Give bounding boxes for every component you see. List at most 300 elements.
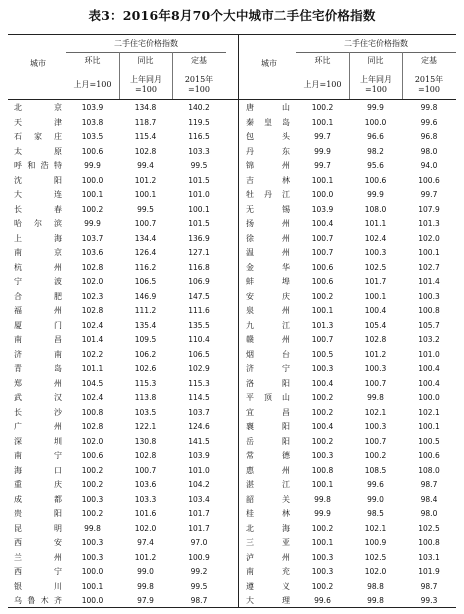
- city-name: 宁 波: [14, 277, 62, 286]
- base-value: 100.1: [418, 248, 440, 257]
- yoy-value: 100.7: [134, 219, 157, 228]
- city-name: 济 宁: [246, 364, 290, 373]
- yoy-header-right: 同比: [367, 56, 384, 65]
- yoy-value: 96.6: [367, 132, 384, 141]
- mom-value: 100.0: [311, 190, 334, 199]
- city-name: 南 京: [14, 248, 62, 257]
- base-value: 116.5: [188, 132, 210, 141]
- base-value: 106.5: [188, 349, 210, 359]
- base-value: 105.7: [418, 320, 440, 330]
- yoy-value: 108.5: [364, 465, 387, 475]
- yoy-value: 118.7: [134, 117, 157, 127]
- base-value: 115.3: [188, 378, 210, 388]
- base-value: 99.7: [420, 190, 438, 199]
- mom-value: 102.0: [81, 436, 104, 446]
- base-value: 103.7: [188, 407, 210, 417]
- city-name: 合 肥: [14, 291, 62, 301]
- base-sub-left: 2015年=100: [184, 75, 214, 94]
- yoy-value: 101.7: [364, 277, 387, 286]
- base-value: 96.8: [420, 132, 438, 141]
- base-value: 99.3: [420, 596, 438, 605]
- mom-value: 102.2: [81, 349, 104, 359]
- base-value: 100.9: [188, 552, 210, 562]
- yoy-value: 101.2: [134, 175, 157, 185]
- city-name: 郑 州: [14, 378, 62, 388]
- base-value: 103.1: [418, 552, 440, 562]
- yoy-value: 102.0: [134, 523, 157, 533]
- mom-value: 100.7: [311, 335, 334, 344]
- city-name: 金 华: [246, 262, 290, 272]
- mom-value: 100.3: [311, 567, 334, 576]
- base-header-right: 定基: [421, 56, 437, 65]
- mom-value: 100.2: [311, 581, 334, 591]
- yoy-value: 126.4: [134, 248, 157, 257]
- base-value: 98.7: [420, 581, 438, 591]
- mom-sub-right: 上月=100: [303, 80, 342, 89]
- base-value: 101.3: [418, 219, 440, 228]
- mom-value: 100.3: [311, 552, 334, 562]
- mom-value: 100.3: [81, 538, 104, 547]
- base-value: 100.3: [418, 291, 440, 301]
- yoy-value: 134.4: [134, 233, 157, 243]
- yoy-value: 101.2: [134, 552, 157, 562]
- mom-value: 100.1: [81, 190, 104, 199]
- yoy-value: 100.2: [364, 451, 387, 460]
- city-name: 石家庄: [14, 132, 62, 141]
- yoy-value: 97.4: [137, 538, 154, 547]
- mom-value: 100.3: [81, 494, 104, 504]
- yoy-value: 102.4: [364, 233, 387, 243]
- yoy-value: 99.9: [367, 103, 384, 112]
- yoy-value: 99.6: [367, 480, 384, 489]
- yoy-value: 105.4: [364, 320, 387, 330]
- base-value: 107.9: [418, 204, 440, 214]
- city-name: 平顶山: [246, 393, 290, 402]
- mom-header-left: 环比: [84, 56, 101, 65]
- city-name: 南 充: [246, 567, 290, 576]
- city-name: 惠 州: [246, 465, 290, 475]
- city-name: 大 连: [14, 190, 62, 199]
- base-header-left: 定基: [191, 56, 207, 65]
- yoy-sub-left: 上年同月=100: [130, 75, 162, 94]
- base-value: 98.0: [420, 509, 438, 518]
- base-value: 100.1: [188, 204, 210, 214]
- city-name: 泉 州: [246, 306, 290, 315]
- yoy-value: 103.6: [134, 480, 157, 489]
- base-value: 100.4: [418, 364, 440, 373]
- city-name: 北 海: [246, 523, 290, 533]
- yoy-value: 109.5: [134, 335, 157, 344]
- base-value: 124.6: [188, 422, 210, 431]
- base-value: 100.8: [418, 538, 440, 547]
- mom-value: 100.6: [81, 146, 104, 156]
- yoy-value: 99.8: [137, 581, 154, 591]
- city-name: 海 口: [14, 465, 62, 475]
- city-name: 宜 昌: [246, 407, 290, 417]
- mom-value: 102.0: [81, 277, 104, 286]
- base-value: 100.8: [418, 306, 440, 315]
- header-rule-left: [66, 52, 226, 53]
- yoy-value: 115.3: [134, 378, 157, 388]
- city-name: 牡丹江: [246, 190, 290, 199]
- header-bottom-rule: [8, 99, 456, 100]
- city-name: 秦皇岛: [246, 117, 290, 127]
- yoy-value: 108.0: [364, 204, 387, 214]
- yoy-value: 103.3: [134, 494, 157, 504]
- city-name: 岳 阳: [246, 436, 290, 446]
- base-value: 102.7: [418, 262, 440, 272]
- base-value: 102.1: [418, 407, 440, 417]
- mom-value: 100.6: [311, 277, 334, 286]
- mom-value: 100.4: [311, 378, 334, 388]
- city-name: 烟 台: [246, 349, 290, 359]
- mom-value: 100.5: [311, 349, 334, 359]
- base-value: 101.0: [188, 465, 210, 475]
- base-value: 102.5: [418, 523, 440, 533]
- yoy-value: 100.6: [364, 175, 387, 185]
- mom-value: 99.7: [314, 132, 331, 141]
- mom-value: 99.7: [314, 161, 331, 170]
- mom-value: 100.0: [81, 596, 104, 605]
- city-name: 无 锡: [246, 204, 290, 214]
- city-name: 深 圳: [14, 436, 62, 446]
- base-value: 98.0: [420, 146, 438, 156]
- price-index-table: [8, 34, 456, 608]
- mom-value: 103.9: [311, 204, 334, 214]
- base-value: 136.9: [188, 233, 210, 243]
- city-name: 锦 州: [246, 161, 290, 170]
- mom-value: 100.8: [81, 407, 104, 417]
- base-value: 108.0: [418, 465, 440, 475]
- base-value: 101.0: [188, 190, 210, 199]
- yoy-value: 99.8: [367, 596, 384, 605]
- mom-value: 99.9: [84, 161, 101, 170]
- mom-value: 102.4: [81, 393, 104, 402]
- mom-value: 100.2: [81, 465, 104, 475]
- mom-value: 103.9: [81, 103, 104, 112]
- mom-sub-left: 上月=100: [73, 80, 112, 89]
- yoy-value: 113.8: [134, 393, 157, 402]
- base-value: 101.7: [188, 523, 210, 533]
- city-name: 遵 义: [246, 581, 290, 591]
- group-header-right: 二手住宅价格指数: [344, 39, 408, 48]
- base-value: 100.6: [418, 451, 440, 460]
- yoy-sub-right: 上年同月=100: [360, 75, 392, 94]
- base-value: 94.0: [420, 161, 438, 170]
- yoy-value: 102.8: [364, 335, 387, 344]
- city-name: 贵 阳: [14, 509, 62, 518]
- mom-value: 100.2: [81, 480, 104, 489]
- yoy-value: 135.4: [134, 320, 157, 330]
- city-name: 杭 州: [14, 262, 62, 272]
- city-name: 济 南: [14, 349, 62, 359]
- yoy-value: 100.7: [364, 378, 387, 388]
- yoy-value: 102.8: [134, 451, 157, 460]
- yoy-value: 100.7: [364, 436, 387, 446]
- city-name: 南 宁: [14, 451, 62, 460]
- city-name: 上 海: [14, 233, 62, 243]
- yoy-value: 99.4: [137, 161, 154, 170]
- mom-value: 102.4: [81, 320, 104, 330]
- city-name: 南 昌: [14, 335, 62, 344]
- mom-value: 100.8: [311, 465, 334, 475]
- yoy-value: 100.0: [364, 117, 387, 127]
- mom-value: 100.6: [311, 262, 334, 272]
- mom-value: 100.2: [311, 436, 334, 446]
- yoy-value: 100.3: [364, 248, 387, 257]
- base-value: 103.2: [418, 335, 440, 344]
- base-value: 100.5: [418, 436, 440, 446]
- city-name: 武 汉: [14, 393, 62, 402]
- yoy-value: 99.0: [137, 567, 154, 576]
- base-value: 103.3: [188, 146, 210, 156]
- mom-value: 100.3: [311, 451, 334, 460]
- city-name: 哈尔滨: [14, 219, 62, 228]
- base-value: 114.5: [188, 393, 210, 402]
- yoy-value: 100.3: [364, 364, 387, 373]
- mom-value: 100.1: [311, 306, 334, 315]
- base-value: 116.8: [188, 262, 210, 272]
- yoy-value: 99.0: [367, 494, 384, 504]
- city-name: 桂 林: [246, 509, 290, 518]
- base-value: 102.0: [418, 233, 440, 243]
- mom-value: 100.2: [311, 291, 334, 301]
- city-name: 长 春: [14, 204, 62, 214]
- mom-value: 100.1: [311, 480, 334, 489]
- base-value: 102.9: [188, 364, 210, 373]
- mom-value: 102.8: [81, 262, 104, 272]
- city-name: 安 庆: [246, 291, 290, 301]
- yoy-value: 102.6: [134, 364, 157, 373]
- mom-value: 103.6: [81, 248, 104, 257]
- base-value: 98.4: [420, 494, 438, 504]
- mom-value: 99.6: [314, 596, 331, 605]
- base-value: 106.9: [188, 277, 210, 286]
- yoy-value: 134.8: [134, 103, 157, 112]
- city-name: 徐 州: [246, 233, 290, 243]
- city-name: 吉 林: [246, 175, 290, 185]
- base-value: 111.6: [188, 306, 210, 315]
- base-value: 135.5: [188, 320, 210, 330]
- base-value: 99.8: [420, 103, 438, 112]
- city-name: 洛 阳: [246, 378, 290, 388]
- base-value: 99.6: [420, 117, 438, 127]
- yoy-value: 100.7: [134, 465, 157, 475]
- base-value: 98.7: [190, 596, 208, 605]
- page-title: 表3：2016年8月70个大中城市二手住宅价格指数: [88, 8, 376, 23]
- base-value: 99.5: [190, 581, 208, 591]
- base-value: 101.5: [188, 175, 210, 185]
- yoy-value: 103.5: [134, 407, 157, 417]
- city-name: 呼和浩特: [14, 161, 62, 170]
- city-name: 北 京: [14, 103, 62, 112]
- yoy-value: 101.6: [134, 509, 157, 518]
- yoy-value: 130.8: [134, 436, 157, 446]
- yoy-value: 101.2: [364, 349, 387, 359]
- mom-value: 101.1: [81, 364, 104, 373]
- yoy-value: 122.1: [134, 422, 157, 431]
- city-name: 沈 阳: [14, 175, 62, 185]
- yoy-value: 102.1: [364, 523, 387, 533]
- city-name: 厦 门: [14, 320, 62, 330]
- city-name: 昆 明: [14, 523, 62, 533]
- mom-value: 100.1: [311, 538, 334, 547]
- table-top-rule: [8, 34, 456, 35]
- mom-value: 100.2: [311, 393, 334, 402]
- yoy-value: 102.5: [364, 552, 387, 562]
- mom-header-right: 环比: [314, 56, 331, 65]
- base-value: 100.1: [418, 422, 440, 431]
- base-sub-right: 2015年=100: [414, 75, 444, 94]
- city-name: 大 理: [246, 596, 290, 605]
- base-value: 140.2: [188, 103, 210, 112]
- mom-value: 102.3: [81, 291, 104, 301]
- city-name: 银 川: [14, 581, 62, 591]
- base-value: 110.4: [188, 335, 210, 344]
- yoy-value: 95.6: [367, 161, 384, 170]
- base-value: 104.2: [188, 480, 210, 489]
- base-value: 101.4: [418, 277, 440, 286]
- yoy-value: 102.8: [134, 146, 157, 156]
- yoy-value: 97.9: [137, 596, 154, 605]
- city-name: 广 州: [14, 422, 62, 431]
- base-value: 119.5: [188, 117, 210, 127]
- mom-value: 102.8: [81, 422, 104, 431]
- base-value: 99.2: [190, 567, 208, 576]
- yoy-value: 106.5: [134, 277, 157, 286]
- yoy-value: 100.1: [364, 291, 387, 301]
- yoy-value: 100.4: [364, 306, 387, 315]
- city-name: 西 安: [14, 538, 62, 547]
- mom-value: 100.0: [81, 567, 104, 576]
- city-name: 三 亚: [246, 538, 290, 547]
- mom-value: 100.4: [311, 422, 334, 431]
- base-value: 100.4: [418, 378, 440, 388]
- city-header-right: 城市: [261, 59, 277, 68]
- mom-value: 100.4: [311, 219, 334, 228]
- yoy-value: 100.3: [364, 422, 387, 431]
- city-name: 湛 江: [246, 480, 290, 489]
- yoy-value: 102.1: [364, 407, 387, 417]
- mom-value: 100.1: [81, 581, 104, 591]
- mom-value: 100.7: [311, 233, 334, 243]
- yoy-value: 102.0: [364, 567, 387, 576]
- city-name: 赣 州: [246, 335, 290, 344]
- city-name: 韶 关: [246, 494, 290, 504]
- mom-value: 104.5: [81, 378, 104, 388]
- mom-value: 101.4: [81, 335, 104, 344]
- city-name: 包 头: [246, 132, 290, 141]
- yoy-value: 99.8: [367, 393, 384, 402]
- base-value: 101.0: [418, 349, 440, 359]
- city-name: 福 州: [14, 306, 62, 315]
- yoy-value: 116.2: [134, 262, 157, 272]
- header-rule-right: [296, 52, 456, 53]
- mom-value: 99.8: [314, 494, 331, 504]
- mom-value: 100.2: [81, 509, 104, 518]
- base-value: 98.7: [420, 480, 438, 489]
- base-value: 127.1: [188, 248, 210, 257]
- city-name: 九 江: [246, 320, 290, 330]
- mom-value: 100.2: [311, 407, 334, 417]
- mom-value: 100.0: [81, 175, 104, 185]
- city-name: 乌鲁木齐: [14, 596, 62, 605]
- city-name: 西 宁: [14, 567, 62, 576]
- yoy-value: 115.4: [134, 132, 157, 141]
- city-name: 太 原: [14, 146, 62, 156]
- city-name: 唐 山: [246, 103, 290, 112]
- yoy-value: 98.2: [367, 146, 384, 156]
- city-name: 天 津: [14, 117, 62, 127]
- city-name: 襄 阳: [246, 422, 290, 431]
- base-value: 103.4: [188, 494, 210, 504]
- mom-value: 103.8: [81, 117, 104, 127]
- mom-value: 103.7: [81, 233, 104, 243]
- city-name: 兰 州: [14, 552, 62, 562]
- yoy-value: 106.2: [134, 349, 157, 359]
- yoy-value: 98.5: [367, 509, 384, 518]
- mom-value: 100.3: [311, 364, 334, 373]
- city-name: 长 沙: [14, 407, 62, 417]
- base-value: 97.0: [190, 538, 208, 547]
- yoy-value: 100.9: [364, 538, 387, 547]
- yoy-value: 101.1: [364, 219, 387, 228]
- mom-value: 100.1: [311, 117, 334, 127]
- mom-value: 102.8: [81, 306, 104, 315]
- city-name: 泸 州: [246, 552, 290, 562]
- mom-value: 99.9: [314, 146, 331, 156]
- yoy-header-left: 同比: [137, 56, 154, 65]
- city-name: 青 岛: [14, 364, 62, 373]
- mom-value: 100.7: [311, 248, 334, 257]
- mom-value: 100.6: [81, 451, 104, 460]
- mom-value: 100.2: [311, 523, 334, 533]
- base-value: 101.9: [418, 567, 440, 576]
- city-name: 丹 东: [246, 146, 290, 156]
- base-value: 100.0: [418, 393, 440, 402]
- base-value: 101.7: [188, 509, 210, 518]
- yoy-value: 100.1: [134, 190, 157, 199]
- base-value: 99.5: [190, 161, 208, 170]
- mom-value: 100.2: [311, 103, 334, 112]
- yoy-value: 102.5: [364, 262, 387, 272]
- mom-value: 103.5: [81, 132, 104, 141]
- base-value: 141.5: [188, 436, 210, 446]
- mom-value: 99.9: [314, 509, 331, 518]
- mom-value: 99.9: [84, 219, 101, 228]
- yoy-value: 111.2: [134, 306, 157, 315]
- yoy-value: 99.9: [367, 190, 384, 199]
- base-value: 101.5: [188, 219, 210, 228]
- base-value: 147.5: [188, 291, 210, 301]
- center-divider: [238, 34, 239, 607]
- base-value: 103.9: [188, 451, 210, 460]
- mom-value: 100.2: [81, 204, 104, 214]
- yoy-value: 98.8: [367, 581, 384, 591]
- mom-value: 99.8: [84, 523, 101, 533]
- city-name: 重 庆: [14, 480, 62, 489]
- city-name: 温 州: [246, 248, 290, 257]
- city-name: 扬 州: [246, 219, 290, 228]
- city-name: 成 都: [14, 494, 62, 504]
- yoy-value: 99.5: [137, 204, 154, 214]
- mom-value: 101.3: [311, 320, 334, 330]
- city-name: 常 德: [246, 451, 290, 460]
- mom-value: 100.3: [81, 552, 104, 562]
- mom-value: 100.1: [311, 175, 334, 185]
- base-value: 100.6: [418, 175, 440, 185]
- city-header-left: 城市: [30, 59, 46, 68]
